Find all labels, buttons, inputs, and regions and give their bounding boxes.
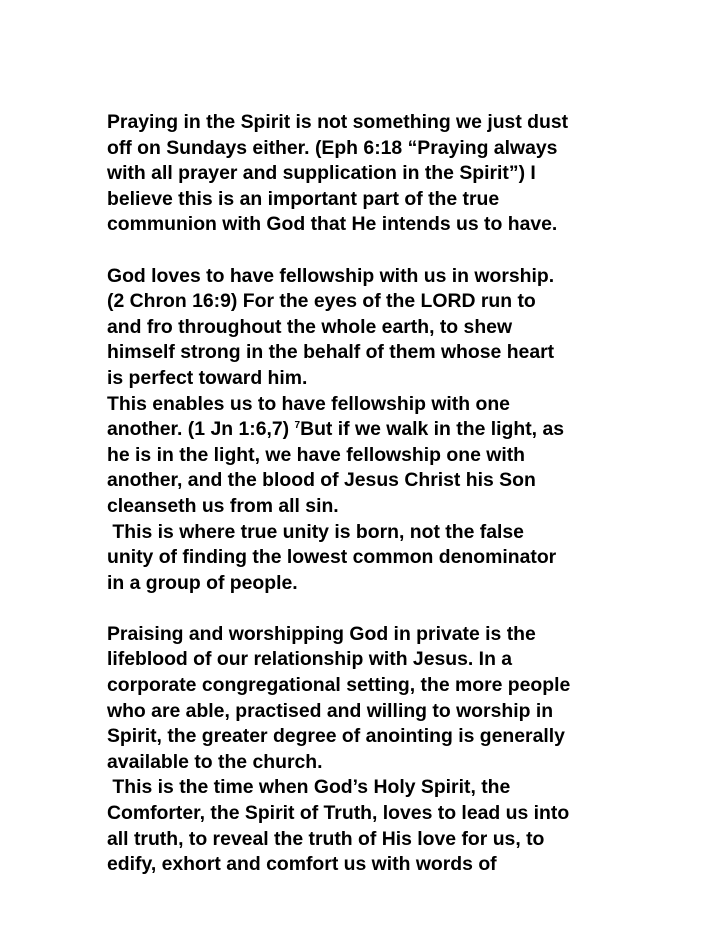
paragraph-spacer — [107, 238, 647, 264]
text-line: This enables us to have fellowship with one — [107, 392, 510, 415]
text-line: This is the time when God’s Holy Spirit, the — [107, 776, 511, 799]
document-body-text — [107, 110, 647, 878]
text-line: Praising and worshipping God in private is the — [107, 622, 536, 645]
text-line: all truth, to reveal the truth of His love for us, to — [107, 827, 545, 850]
text-line: is perfect toward him. — [107, 366, 308, 389]
text-line: who are able, practised and willing to worship in — [107, 699, 554, 722]
text-line: Spirit, the greater degree of anointing is generally — [107, 725, 565, 748]
text-line: This is where true unity is born, not the false — [107, 520, 524, 543]
text-line: another, and the blood of Jesus Christ his Son — [107, 469, 536, 492]
paragraph-spacer — [107, 596, 647, 622]
verse-reference-line — [107, 417, 647, 443]
text-line: edify, exhort and comfort us with words of — [107, 853, 497, 876]
text-line: in a group of people. — [107, 571, 298, 594]
text-line: God loves to have fellowship with us in worship. — [107, 264, 555, 287]
verse-text-before: another. (1 Jn 1:6,7) — [107, 418, 295, 441]
text-line: cleanseth us from all sin. — [107, 494, 339, 517]
text-line: and fro throughout the whole earth, to shew — [107, 315, 513, 338]
text-line: believe this is an important part of the true — [107, 187, 500, 210]
text-line: unity of finding the lowest common denominator — [107, 546, 557, 569]
text-line: lifeblood of our relationship with Jesus. In a — [107, 648, 513, 671]
text-line: Comforter, the Spirit of Truth, loves to lead us into — [107, 802, 570, 825]
text-line: with all prayer and supplication in the Spirit”) I — [107, 162, 536, 185]
text-line: communion with God that He intends us to have. — [107, 213, 558, 236]
text-line: corporate congregational setting, the more people — [107, 674, 571, 697]
text-line: off on Sundays either. (Eph 6:18 “Praying always — [107, 136, 558, 159]
verse-text-after: But if we walk in the light, as — [300, 418, 565, 441]
text-line: Praying in the Spirit is not something we just dust — [107, 111, 569, 133]
text-line: he is in the light, we have fellowship one with — [107, 443, 526, 466]
text-line: (2 Chron 16:9) For the eyes of the LORD run to — [107, 290, 536, 313]
text-line: available to the church. — [107, 750, 323, 773]
verse-number-superscript: 7 — [294, 420, 301, 432]
text-line: himself strong in the behalf of them whose heart — [107, 341, 555, 364]
